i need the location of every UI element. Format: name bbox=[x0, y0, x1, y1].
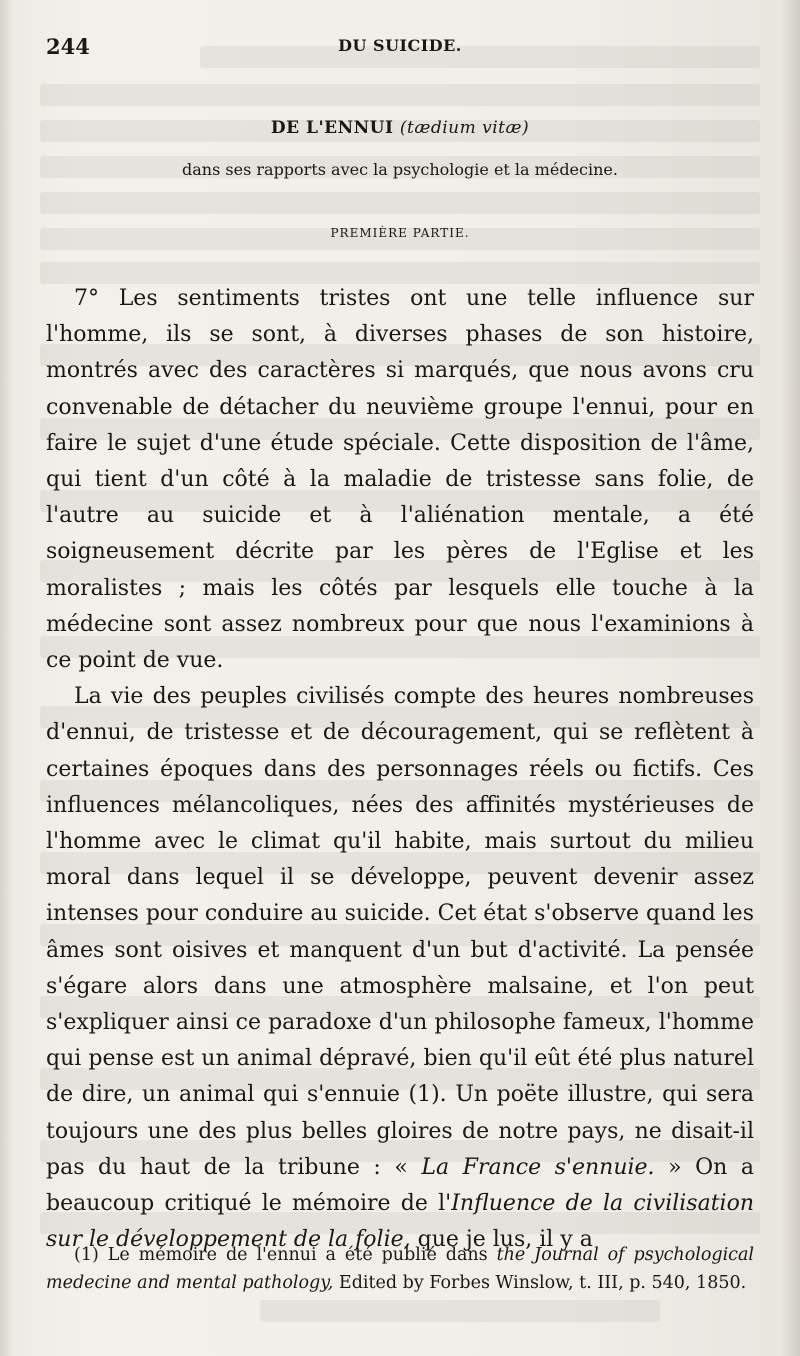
work-title-italic: Influence de la civilisation sur le développement de la folie, bbox=[46, 1191, 755, 1253]
paragraph-text: que je lus, il y a bbox=[410, 1227, 593, 1253]
section-title-latin: (tædium vitæ) bbox=[399, 118, 530, 138]
part-heading: PREMIÈRE PARTIE. bbox=[330, 226, 470, 240]
page-gutter-shadow bbox=[0, 0, 14, 1356]
paragraph-text: 7° Les sentiments tristes ont une telle influence sur l'homme, ils se sont, à diverses phases de son histoire, montrés avec des caractères si marqués, que nous avons cru convenable de détacher du neuvième groupe l'ennui, pour en faire le sujet d'une étude spéciale. Cette disposition de l'âme, qui tient d'un côté à la maladie de tristesse sans folie, de l'autre au suicide et à l'aliénation mentale, a été soigneusement décrite par les pères de l'Eglise et les moralistes ; mais les côtés par lesquels elle touche à la médecine sont assez nombreux pour que nous l'examinions à ce point de vue. bbox=[46, 286, 754, 674]
body-text bbox=[46, 281, 754, 1258]
quotation-italic: La France s'ennuie. bbox=[421, 1154, 655, 1180]
section-title-main: DE L'ENNUI bbox=[270, 118, 394, 138]
section-title bbox=[0, 118, 800, 138]
section-subtitle: dans ses rapports avec la psychologie et la médecine. bbox=[182, 160, 618, 179]
running-head: DU SUICIDE. bbox=[338, 36, 462, 55]
page-edge-shadow bbox=[782, 0, 800, 1356]
footnote-text: (1) Le mémoire de l'ennui a été publié dans bbox=[74, 1245, 497, 1265]
journal-title-italic: the Journal of psychological medecine and mental pathology, bbox=[46, 1245, 754, 1293]
page-header bbox=[44, 34, 756, 60]
paragraph bbox=[46, 281, 754, 679]
page-number: 244 bbox=[46, 34, 90, 59]
paragraph-text: La vie des peuples civilisés compte des heures nombreuses d'ennui, de tristesse et de découragement, qui se reflètent à certaines époques dans des personnages réels ou fictifs. Ces influences mélancoliques, nées des affinités mystérieuses de l'homme avec le climat qu'il habite, mais surtout du milieu moral dans lequel il se développe, peuvent devenir assez intenses pour conduire au suicide. Cet état s'observe quand les âmes sont oisives et manquent d'un but d'activité. La pensée s'égare alors dans une atmosphère malsaine, et l'on peut s'expliquer ainsi ce paradoxe d'un philosophe fameux, l'homme qui pense est un animal dépravé, bien qu'il eût été plus naturel de dire, un animal qui s'ennuie (1). Un poëte illustre, qui sera toujours une des plus belles gloires de notre pays, ne disait-il pas du haut de la tribune : « bbox=[46, 684, 754, 1180]
paragraph-text: » On a beaucoup critiqué le mémoire de l' bbox=[46, 1154, 754, 1217]
paragraph bbox=[46, 679, 754, 1258]
footnote-text: Edited by Forbes Winslow, t. III, p. 540, 1850. bbox=[333, 1273, 747, 1293]
footnote bbox=[46, 1241, 754, 1297]
